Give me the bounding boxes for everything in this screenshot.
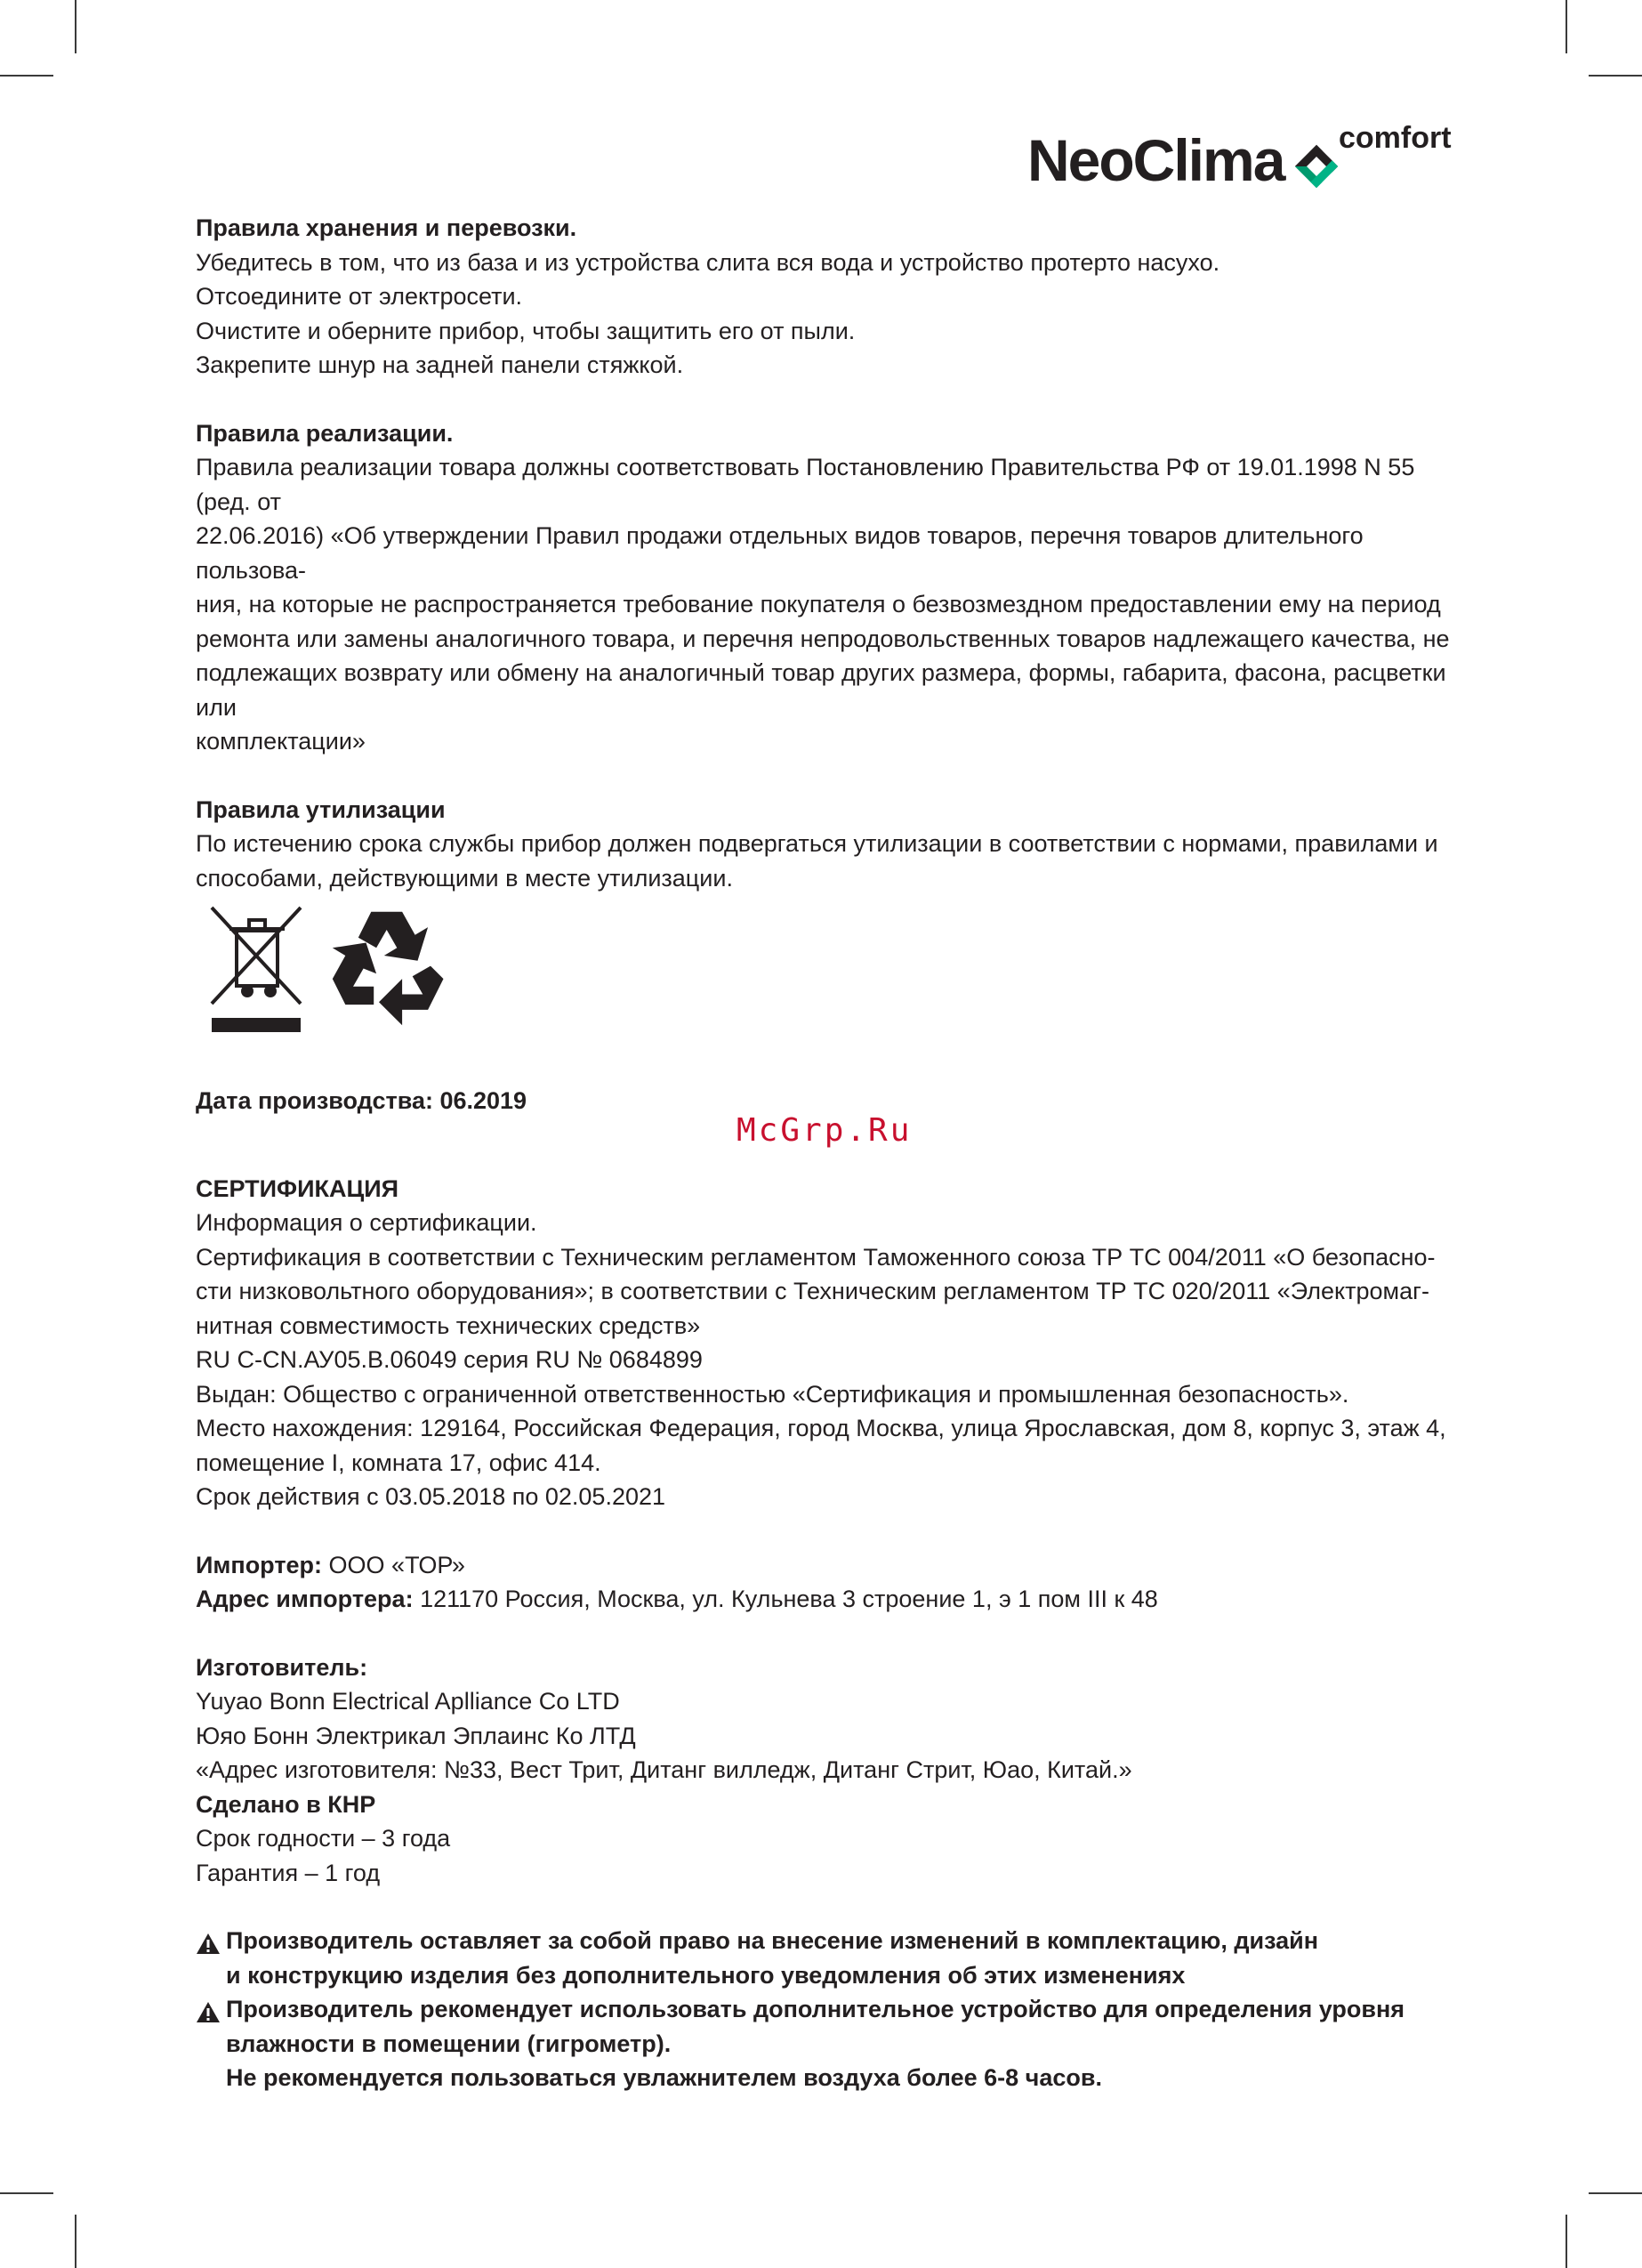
manufacturer-line: «Адрес изготовителя: №33, Вест Трит, Дитанг вилледж, Дитанг Стрит, Юао, Китай.» (196, 1756, 1132, 1783)
crop-mark (0, 75, 53, 77)
importer-value: ООО «ТОР» (322, 1551, 465, 1578)
warning-icon (196, 1933, 221, 1955)
storage-line: Очистите и оберните прибор, чтобы защитить его от пыли. (196, 317, 856, 344)
manufacturer-line: Yuyao Bonn Electrical Aplliance Co LTD (196, 1688, 620, 1715)
importer-address-line (196, 1582, 1459, 1617)
importer-address-value: 121170 Россия, Москва, ул. Кульнева 3 строение 1, э 1 пом III к 48 (413, 1586, 1158, 1612)
disposal-section (196, 793, 1459, 896)
storage-section (196, 211, 1459, 383)
made-in: Сделано в КНР (196, 1790, 376, 1818)
certification-line: Место нахождения: 129164, Российская Федерация, город Москва, улица Ярославская, дом 8, корпус 3, этаж 4, (196, 1415, 1446, 1441)
certification-line: Сертификация в соответствии с Техническим регламентом Таможенного союза ТР ТС 004/2011 «О безопасно- (196, 1243, 1436, 1271)
crop-mark (1589, 75, 1642, 77)
crossed-bin-icon (208, 904, 306, 1037)
disposal-icons (196, 904, 1459, 1064)
certification-line: сти низковольтного оборудования»; в соответствии с Техническим регламентом ТР ТС 020/2011 «Электромаг- (196, 1278, 1429, 1304)
crop-mark (1566, 0, 1567, 53)
certification-line: нитная совместимость технических средств» (196, 1312, 701, 1339)
storage-line: Убедитесь в том, что из база и из устройства слита вся вода и устройство протерто насухо. (196, 248, 1220, 276)
warranty: Гарантия – 1 год (196, 1859, 381, 1886)
sales-line: комплектации» (196, 728, 366, 755)
recycle-icon (327, 904, 456, 1033)
sales-line: 22.06.2016) «Об утверждении Правил продажи отдельных видов товаров, перечня товаров длительного пользова- (196, 522, 1364, 584)
importer-label: Импортер: (196, 1551, 323, 1578)
crop-mark (1566, 2215, 1567, 2268)
sales-heading: Правила реализации. (196, 419, 454, 447)
crop-mark (75, 2215, 76, 2268)
sales-line: Правила реализации товара должны соответствовать Постановлению Правительства РФ от 19.01.1998 N 55 (ред. от (196, 454, 1415, 515)
manufacturer-heading: Изготовитель: (196, 1653, 368, 1681)
sales-line: подлежащих возврату или обмену на аналогичный товар других размера, формы, габарита, фасона, расцветки или (196, 659, 1446, 721)
disposal-heading: Правила утилизации (196, 795, 446, 823)
sales-line: ремонта или замены аналогичного товара, и перечня непродовольственных товаров надлежащего качества, не (196, 625, 1450, 652)
warning-line: и конструкцию изделия без дополнительного уведомления об этих изменениях (226, 1961, 1186, 1989)
warning-note (196, 1924, 1459, 1992)
logo-brand: NeoClima (1027, 127, 1284, 193)
crop-mark (75, 0, 76, 53)
certification-heading: СЕРТИФИКАЦИЯ (196, 1174, 399, 1202)
certification-line: RU C-CN.АУ05.В.06049 серия RU № 0684899 (196, 1346, 703, 1373)
manufacturer-line: Юяо Бонн Электрикал Эплаинс Ко ЛТД (196, 1722, 636, 1749)
crop-mark (1589, 2192, 1642, 2194)
crop-mark (0, 2192, 53, 2194)
warning-note (196, 1992, 1459, 2095)
production-date: Дата производства: 06.2019 (196, 1087, 527, 1114)
warnings-section (196, 1924, 1459, 2095)
storage-line: Отсоедините от электросети. (196, 283, 523, 310)
certification-line: Выдан: Общество с ограниченной ответственностью «Сертификация и промышленная безопасность». (196, 1380, 1349, 1408)
logo-diamond-icon (1287, 137, 1346, 196)
sales-line: ния, на которые не распространяется требование покупателя о безвозмездном предоставлении ему на период (196, 591, 1441, 617)
certification-line: помещение I, комната 17, офис 414. (196, 1449, 601, 1476)
certification-line: Срок действия с 03.05.2018 по 02.05.2021 (196, 1483, 666, 1510)
manufacturer-section (196, 1651, 1459, 1891)
disposal-line: способами, действующими в месте утилизации. (196, 864, 733, 892)
importer-section (196, 1548, 1459, 1617)
storage-line: Закрепите шнур на задней панели стяжкой. (196, 351, 684, 378)
warning-line: Не рекомендуется пользоваться увлажнителем воздуха более 6-8 часов. (226, 2064, 1102, 2091)
storage-heading: Правила хранения и перевозки. (196, 214, 577, 241)
importer-line (196, 1548, 1459, 1583)
watermark: McGrp.Ru (736, 1112, 913, 1149)
neoclima-logo (1027, 117, 1454, 206)
sales-section (196, 416, 1459, 759)
warning-line: влажности в помещении (гигрометр). (226, 2030, 672, 2057)
warning-icon (196, 2001, 221, 2023)
document-body (196, 211, 1459, 2095)
warning-line: Производитель оставляет за собой право на внесение изменений в комплектацию, дизайн (226, 1927, 1319, 1954)
logo-subtitle: comfort (1339, 121, 1452, 155)
certification-line: Информация о сертификации. (196, 1209, 537, 1236)
shelf-life: Срок годности – 3 года (196, 1825, 451, 1852)
importer-address-label: Адрес импортера: (196, 1586, 414, 1612)
warning-line: Производитель рекомендует использовать дополнительное устройство для определения уровня (226, 1996, 1405, 2022)
certification-section (196, 1172, 1459, 1514)
disposal-line: По истечению срока службы прибор должен подвергаться утилизации в соответствии с нормами, правилами и (196, 830, 1438, 857)
